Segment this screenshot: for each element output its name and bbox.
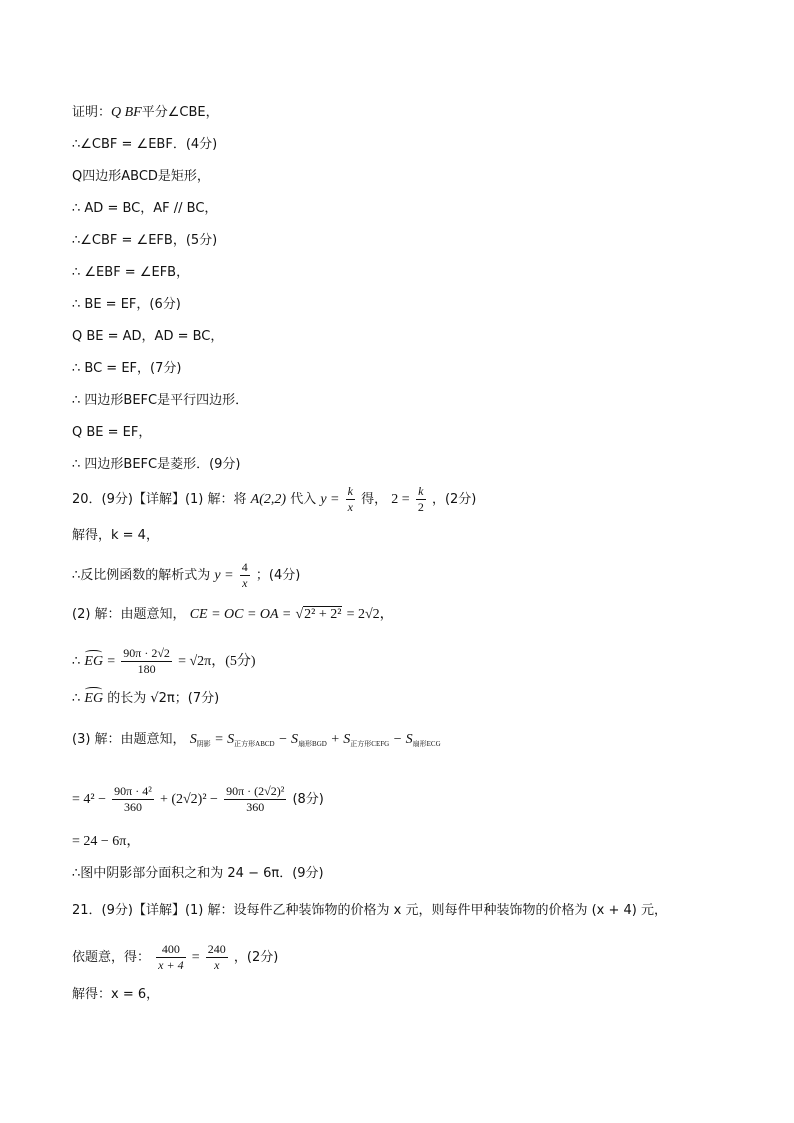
text: 得，: [361, 492, 388, 507]
q20-line-6: [72, 689, 219, 709]
q21-line-1: 21．(9分)【详解】(1) 解：设每件乙种装饰物的价格为 x 元，则每件甲种装饰物的价格为 (x + 4) 元，: [72, 903, 667, 918]
numerator: 90π · 4²: [114, 784, 152, 798]
proof-line-6: ∴ ∠EBF = ∠EFB，: [72, 265, 190, 280]
arc-eg: EG: [84, 652, 103, 672]
math-text: = 2√2，: [346, 607, 394, 622]
q20-line-4: (2) 解：由题意知， CE = OC = OA = √2² + 2² = 2√2，: [72, 607, 394, 622]
q20-line-5: [72, 646, 256, 677]
proof-line-8: Q BE = AD，AD = BC，: [72, 329, 224, 344]
text: ；(4分): [255, 568, 301, 583]
q20-heading: 20．(9分)【详解】(1) 解：将: [72, 492, 247, 507]
math-text: = 4² −: [72, 792, 106, 807]
q20-line-7: [72, 730, 441, 754]
numerator: 4: [241, 560, 248, 574]
proof-line-9: ∴ BC = EF，(7分): [72, 361, 182, 376]
q20-line-8: [72, 784, 324, 815]
denominator: x: [214, 958, 220, 972]
fraction-sector-2: [224, 784, 286, 815]
math-text: = √2π，(5分): [178, 654, 256, 669]
fraction-sector-1: [112, 784, 154, 815]
proof-line-12: ∴ 四边形BEFC是菱形．(9分): [72, 457, 241, 472]
text: (8分): [292, 792, 324, 807]
numerator: 240: [207, 942, 226, 956]
math-text: =: [107, 654, 116, 669]
text: ，(2分): [431, 492, 477, 507]
denominator: x: [347, 500, 353, 514]
text: 的长为 √2π；(7分): [107, 691, 220, 706]
text: ，(2分): [233, 950, 279, 965]
area-expression: $S_{阴影} = S_{正方形ABCD} - S_{扇形BGD} + S_{正方形CEFG} - S_{扇形ECG}$: [189, 732, 441, 748]
denominator: 360: [123, 800, 142, 814]
math-text: =: [191, 950, 200, 965]
numerator: 90π · 2√2: [123, 646, 170, 660]
denominator: 2: [417, 500, 424, 514]
proof-line-5: ∴∠CBF = ∠EFB，(5分): [72, 233, 218, 248]
numerator: 90π · (2√2)²: [226, 784, 285, 798]
q21-line-3: 解得：x = 6，: [72, 987, 160, 1002]
text: (3) 解：由题意知，: [72, 732, 186, 747]
text: ∴反比例函数的解析式为: [72, 568, 211, 583]
fraction-k-over-x: [346, 484, 355, 515]
math-text: + (2√2)² −: [159, 792, 218, 807]
subscript: 正方形ABCD: [234, 740, 275, 748]
text: ∴: [72, 654, 81, 669]
fraction-arc-length: [121, 646, 172, 677]
fraction-240: [206, 942, 228, 973]
q20-line-3: [72, 560, 300, 591]
denominator: 360: [246, 800, 265, 814]
q20-line-2: 解得，k = 4，: [72, 528, 159, 543]
subscript: 扇形ECG: [412, 740, 441, 748]
math-text: =: [214, 732, 224, 747]
text: (2) 解：由题意知，: [72, 607, 186, 622]
text: 代入: [290, 492, 317, 507]
proof-line-7: ∴ BE = EF，(6分): [72, 297, 181, 312]
proof-text: 平分∠CBE，: [141, 105, 219, 120]
q20-line-9: = 24 − 6π，: [72, 834, 141, 849]
text: ∴: [72, 691, 81, 706]
fraction-k-over-2: [416, 484, 426, 515]
subscript: 阴影: [196, 740, 211, 748]
proof-line-11: Q BE = EF，: [72, 425, 152, 440]
math-text: y =: [320, 492, 340, 507]
s-symbol: S: [189, 732, 197, 747]
proof-line-3: Q四边形ABCD是矩形，: [72, 169, 210, 184]
fraction-400: [156, 942, 185, 973]
fraction-4-over-x: [240, 560, 250, 591]
denominator: x + 4: [158, 958, 184, 972]
numerator: k: [416, 484, 426, 500]
math-text: y =: [214, 568, 234, 583]
subscript: 扇形BGD: [298, 740, 327, 748]
text: 依题意，得：: [72, 950, 151, 965]
numerator: k: [347, 484, 353, 498]
q20-line-10: ∴图中阴影部分面积之和为 24 − 6π．(9分): [72, 866, 324, 881]
numerator: 400: [156, 942, 185, 958]
proof-line-2: ∴∠CBF = ∠EBF．(4分): [72, 137, 218, 152]
denominator: 180: [137, 662, 156, 676]
math-text: Q BF: [111, 105, 142, 120]
q21-line-2: [72, 942, 278, 973]
sqrt-content: 2² + 2²: [304, 607, 342, 622]
point-a: A(2,2): [250, 492, 287, 507]
subscript: 正方形CEFG: [350, 740, 390, 748]
proof-line-4: ∴ AD = BC，AF // BC，: [72, 201, 218, 216]
arc-eg: EG: [84, 689, 103, 709]
q20-line-1: [72, 484, 476, 515]
proof-label: 证明：: [72, 105, 112, 120]
denominator: x: [242, 576, 248, 590]
proof-line-1: [72, 103, 219, 123]
proof-line-10: ∴ 四边形BEFC是平行四边形．: [72, 393, 249, 408]
math-text: 2 =: [391, 492, 410, 507]
math-text: CE = OC = OA =: [189, 607, 292, 622]
